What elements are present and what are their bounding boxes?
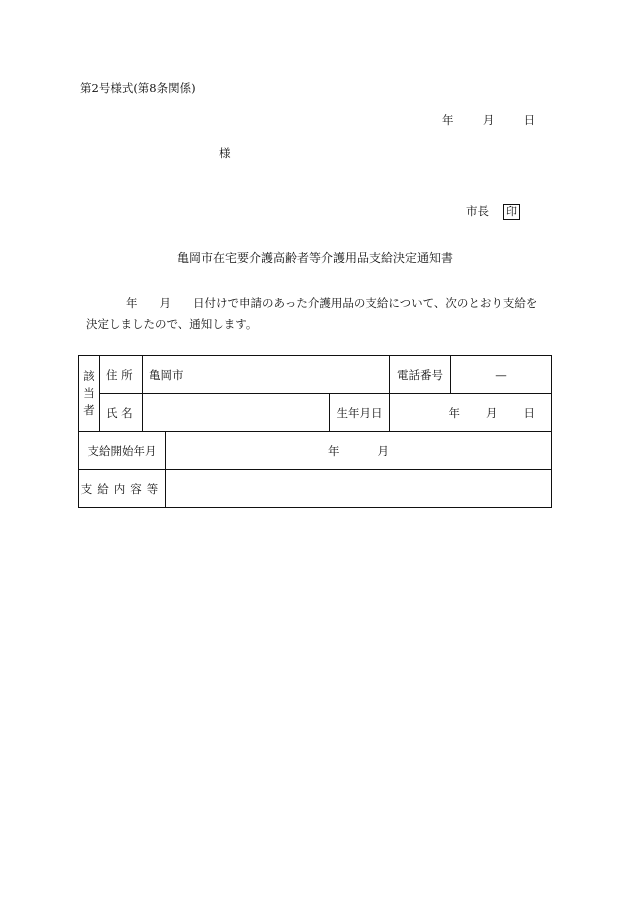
issue-date-year: 年 — [442, 113, 454, 127]
birth-month: 月 — [486, 405, 498, 420]
start-year: 年 — [328, 443, 340, 458]
birth-year: 年 — [448, 405, 461, 420]
addressee: 様 — [219, 146, 231, 160]
intro-year: 年 — [126, 296, 138, 310]
intro-text — [80, 293, 560, 335]
birth-label: 生年月日 — [330, 394, 390, 432]
intro-month: 月 — [159, 296, 171, 310]
issue-date-day: 日 — [523, 113, 536, 127]
address-label: 住 所 — [100, 356, 143, 394]
content-label: 支給内容等 — [79, 470, 166, 508]
address-field[interactable]: 亀岡市 — [143, 356, 390, 394]
name-label: 氏 名 — [100, 394, 143, 432]
content-field[interactable] — [166, 470, 552, 508]
start-field[interactable] — [166, 432, 552, 470]
form-number: 第2号様式(第8条関係) — [80, 81, 196, 95]
phone-field[interactable]: — — [451, 356, 552, 394]
start-label: 支給開始年月 — [79, 432, 166, 470]
birth-day: 日 — [523, 405, 536, 420]
intro-line2: 決定しましたので、通知します。 — [86, 317, 258, 331]
sender-title: 市長 — [466, 204, 489, 218]
applicant-group-label: 該 当 者 — [79, 356, 100, 432]
seal-mark: 印 — [503, 204, 520, 220]
phone-label: 電話番号 — [390, 356, 451, 394]
intro-line1: 日付けで申請のあった介護用品の支給について、次のとおり支給を — [193, 296, 538, 310]
name-field[interactable] — [143, 394, 330, 432]
applicant-table — [78, 355, 552, 508]
start-month: 月 — [377, 443, 389, 458]
sender — [466, 203, 520, 220]
issue-date-month: 月 — [482, 113, 495, 127]
birth-field[interactable] — [390, 394, 552, 432]
document-title: 亀岡市在宅要介護高齢者等介護用品支給決定通知書 — [176, 251, 453, 265]
issue-date — [442, 112, 535, 128]
